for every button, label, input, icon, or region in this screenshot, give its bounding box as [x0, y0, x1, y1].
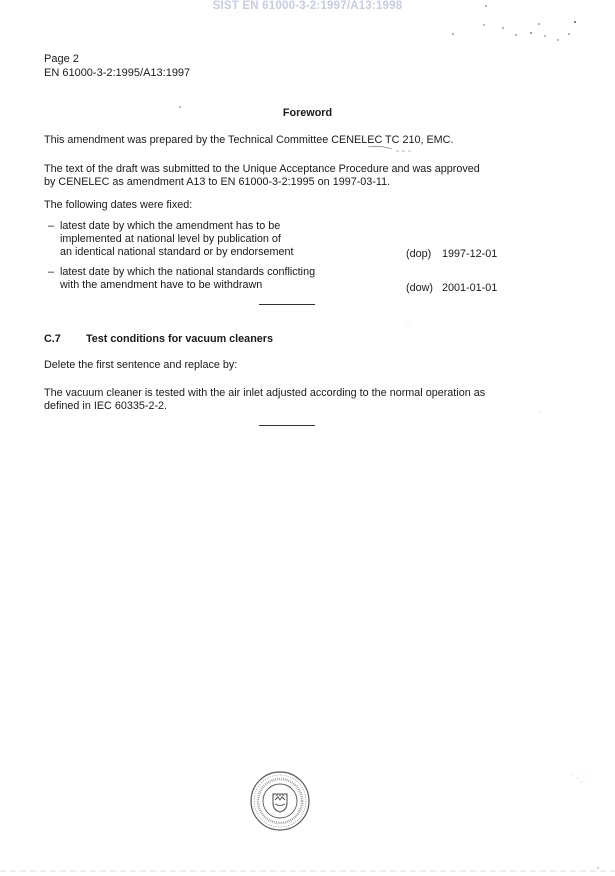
paragraph-line: by CENELEC as amendment A13 to EN 61000-3-2:1995 on 1997-03-11.: [44, 176, 391, 188]
foreword-paragraph-1: This amendment was prepared by the Technical Committee CENELEC TC 210, EMC.: [44, 134, 454, 146]
list-item-line: an identical national standard or by endorsement: [60, 246, 294, 258]
list-item: [60, 220, 293, 259]
section-title: Test conditions for vacuum cleaners: [86, 333, 273, 345]
document-reference: EN 61000-3-2:1995/A13:1997: [44, 67, 191, 79]
list-item: [60, 266, 315, 292]
foreword-title: Foreword: [282, 107, 333, 119]
paragraph-line: defined in IEC 60335-2-2.: [44, 400, 168, 412]
official-stamp-seal-icon: [248, 770, 312, 832]
list-item-line: with the amendment have to be withdrawn: [60, 279, 263, 291]
dates-intro: The following dates were fixed:: [44, 199, 193, 211]
date-code: (dow): [406, 282, 433, 294]
foreword-paragraph-2: [44, 163, 539, 189]
section-paragraph-1: Delete the first sentence and replace by:: [44, 359, 238, 371]
date-code: (dop): [406, 248, 432, 260]
list-item-line: latest date by which the national standards conflicting: [60, 266, 316, 278]
section-divider: [259, 304, 315, 305]
page-label: Page 2: [44, 53, 79, 65]
list-dash: –: [48, 266, 55, 278]
section-paragraph-2: [44, 387, 539, 413]
watermark: SIST EN 61000-3-2:1997/A13:1998: [212, 0, 403, 12]
paragraph-line: The vacuum cleaner is tested with the air inlet adjusted according to the normal operation as: [44, 387, 486, 399]
list-item-line: implemented at national level by publication of: [60, 233, 281, 245]
page-header: [44, 52, 190, 80]
list-item-line: latest date by which the amendment has to be: [60, 220, 281, 232]
date-value: 1997-12-01: [442, 248, 498, 260]
end-divider: [259, 425, 315, 426]
list-dash: –: [48, 220, 55, 232]
date-value: 2001-01-01: [442, 282, 498, 294]
section-number: C.7: [44, 333, 61, 345]
paragraph-line: The text of the draft was submitted to the Unique Acceptance Procedure and was approved: [44, 163, 480, 175]
